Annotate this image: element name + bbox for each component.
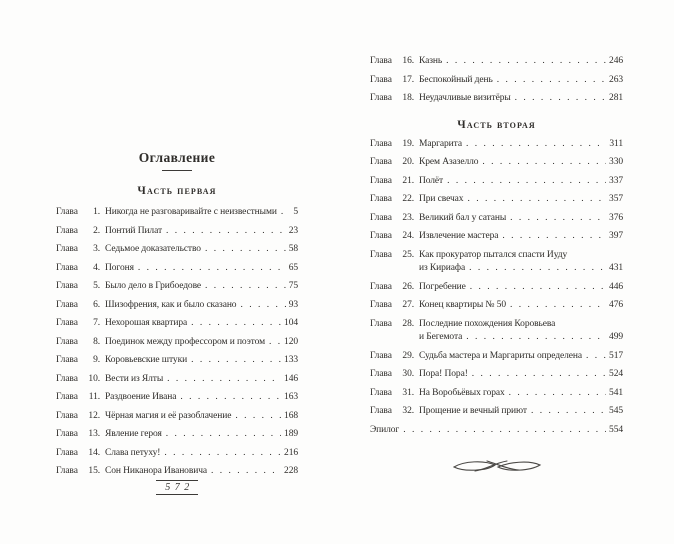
chapter-title: Слава петуху! (105, 447, 161, 458)
chapter-word: Глава (370, 74, 392, 85)
chapter-number: 18. (402, 93, 414, 103)
page-number: 168 (284, 410, 298, 421)
page-number: 376 (609, 212, 623, 223)
part-two-heading: Часть вторая (457, 118, 536, 131)
toc-entry (370, 176, 623, 195)
chapter-number: 14. (88, 447, 100, 458)
chapter-word: Глава (56, 392, 78, 402)
page-number: 357 (609, 194, 623, 204)
chapter-label (370, 75, 414, 85)
chapter-label (56, 318, 100, 328)
chapter-title: Сон Никанора Ивановича (105, 466, 207, 476)
chapter-title: Казнь (419, 56, 443, 66)
page-number: 554 (609, 424, 623, 435)
chapter-word: Глава (370, 175, 392, 186)
chapter-word: Глава (370, 157, 392, 167)
toc-entry (56, 448, 298, 467)
chapter-title: Раздвоение Ивана (105, 392, 177, 402)
part-two-entry-list (370, 139, 623, 444)
chapter-word: Глава (370, 138, 392, 149)
right-column (370, 56, 623, 476)
toc-entry (56, 318, 298, 337)
chapter-number: 15. (88, 466, 100, 476)
chapter-label (56, 244, 100, 254)
chapter-label (56, 207, 100, 217)
toc-entry (56, 411, 298, 430)
chapter-number: 23. (402, 212, 414, 223)
dot-leader (467, 194, 606, 204)
chapter-title: Полёт (419, 175, 444, 186)
dot-leader (191, 355, 281, 365)
chapter-label (370, 213, 414, 223)
dot-leader (235, 411, 281, 421)
chapter-title: Конец квартиры № 50 (419, 300, 506, 310)
chapter-label (56, 226, 100, 236)
chapter-word: Глава (56, 207, 78, 217)
dot-leader (466, 139, 606, 149)
chapter-number: 24. (402, 231, 414, 241)
dot-leader (482, 157, 606, 167)
page-number: 104 (284, 318, 298, 328)
chapter-number: 1. (93, 207, 100, 217)
dot-leader (586, 351, 606, 361)
chapter-number: 2. (93, 225, 100, 236)
chapter-title: Было дело в Грибоедове (105, 281, 202, 291)
dot-leader (269, 337, 281, 347)
page-number: 216 (284, 447, 298, 458)
chapter-word: Глава (370, 318, 392, 329)
page-number: 541 (609, 387, 623, 398)
page-number: 133 (284, 355, 298, 365)
chapter-number: 32. (402, 406, 414, 416)
chapter-label (370, 406, 414, 416)
toc-entry (370, 282, 623, 301)
page-number: 263 (609, 74, 623, 85)
chapter-number: 29. (402, 350, 414, 361)
folio-number: 572 (156, 480, 198, 495)
toc-entry (370, 263, 623, 282)
page-number: 65 (288, 262, 298, 273)
chapter-title: Седьмое доказательство (105, 244, 201, 254)
chapter-word: Глава (56, 355, 78, 365)
dot-leader (211, 466, 281, 476)
dot-leader (515, 93, 606, 103)
dot-leader (446, 56, 606, 66)
chapter-label (56, 337, 100, 347)
page-number: 337 (609, 175, 623, 186)
chapter-title: На Воробьёвых горах (419, 387, 505, 398)
chapter-label (56, 429, 100, 439)
chapter-number: 10. (88, 373, 100, 384)
page-number: 23 (288, 225, 298, 236)
page-title: Оглавление (138, 150, 216, 165)
part-one-heading: Часть первая (137, 185, 217, 197)
toc-entry (56, 263, 298, 282)
chapter-word: Глава (56, 336, 78, 347)
chapter-word: Глава (56, 429, 78, 439)
toc-entry (370, 56, 623, 75)
chapter-word: Глава (56, 299, 78, 310)
chapter-title: Неудачливые визитёры (419, 93, 511, 103)
part-one-entry-list-continued (370, 56, 623, 112)
chapter-word: Глава (370, 281, 392, 292)
toc-entry (56, 392, 298, 411)
toc-entry (370, 139, 623, 158)
chapter-number: 20. (402, 157, 414, 167)
chapter-label (370, 319, 414, 329)
chapter-title: и Бегемота (419, 332, 463, 342)
chapter-number: 8. (93, 336, 100, 347)
page-number: 75 (288, 281, 298, 291)
toc-entry (56, 337, 298, 356)
page-folio (56, 480, 298, 495)
chapter-title: Извлечение мастера (419, 231, 499, 241)
toc-entry (370, 93, 623, 112)
dot-leader (531, 406, 606, 416)
page-number: 146 (284, 373, 298, 384)
chapter-title: Шизофрения, как и было сказано (105, 299, 237, 310)
chapter-word: Глава (370, 249, 392, 260)
chapter-number: 13. (88, 429, 100, 439)
dot-leader (205, 244, 286, 254)
chapter-word: Глава (56, 466, 78, 476)
dot-leader (447, 176, 606, 186)
chapter-word: Глава (56, 447, 78, 458)
dot-leader (138, 263, 286, 273)
part-one-entry-list (56, 207, 298, 485)
chapter-label (370, 388, 414, 398)
toc-entry (370, 75, 623, 94)
chapter-label (56, 300, 100, 310)
chapter-label (370, 139, 414, 149)
toc-entry (56, 244, 298, 263)
chapter-label (370, 250, 414, 260)
chapter-number: 22. (402, 194, 414, 204)
toc-entry (56, 429, 298, 448)
chapter-title: Погребение (419, 281, 466, 292)
chapter-word: Глава (370, 212, 392, 223)
chapter-label (56, 392, 100, 402)
chapter-title: Явление героя (105, 429, 162, 439)
chapter-word: Глава (370, 300, 392, 310)
chapter-number: 31. (402, 387, 414, 398)
toc-entry (56, 300, 298, 319)
chapter-word: Глава (370, 93, 392, 103)
dot-leader (166, 429, 281, 439)
dot-leader (403, 425, 606, 435)
dot-leader (510, 213, 606, 223)
page-number: 58 (288, 244, 298, 254)
chapter-number: 4. (93, 262, 100, 273)
dot-leader (509, 388, 606, 398)
dot-leader (472, 369, 606, 379)
chapter-number: 28. (402, 318, 414, 329)
toc-entry (370, 369, 623, 388)
dot-leader (166, 226, 286, 236)
chapter-number: 9. (93, 355, 100, 365)
dot-leader (281, 207, 291, 217)
page-number: 281 (609, 93, 623, 103)
chapter-label (370, 231, 414, 241)
chapter-word: Глава (56, 373, 78, 384)
chapter-title: Понтий Пилат (105, 225, 162, 236)
page-number: 311 (609, 138, 623, 149)
page-number: 545 (609, 406, 623, 416)
chapter-title: Эпилог (370, 424, 400, 435)
dot-leader (466, 332, 606, 342)
chapter-title: Никогда не разговаривайте с неизвестными (105, 207, 277, 217)
page-number: 330 (609, 157, 623, 167)
chapter-number: 26. (402, 281, 414, 292)
chapter-title: Нехорошая квартира (105, 318, 188, 328)
page-number: 120 (284, 336, 298, 347)
page-number: 93 (288, 299, 298, 310)
toc-entry (56, 226, 298, 245)
toc-entry (370, 388, 623, 407)
dot-leader (191, 318, 281, 328)
toc-entry (56, 281, 298, 300)
chapter-title: Чёрная магия и её разоблачение (105, 410, 232, 421)
chapter-label (370, 176, 414, 186)
toc-entry (370, 157, 623, 176)
chapter-number: 16. (402, 56, 414, 66)
chapter-label (370, 351, 414, 361)
chapter-number: 5. (93, 281, 100, 291)
toc-entry (56, 207, 298, 226)
chapter-number: 6. (93, 299, 100, 310)
page-number: 189 (284, 429, 298, 439)
dot-leader (497, 75, 606, 85)
dot-leader (240, 300, 285, 310)
chapter-label (56, 355, 100, 365)
chapter-word: Глава (56, 281, 78, 291)
chapter-label (56, 411, 100, 421)
page-number: 163 (284, 392, 298, 402)
page-number: 476 (609, 300, 623, 310)
chapter-label (370, 300, 414, 310)
chapter-word: Глава (56, 318, 78, 328)
toc-entry (370, 425, 623, 444)
chapter-word: Глава (370, 231, 392, 241)
toc-entry (370, 300, 623, 319)
chapter-word: Глава (370, 387, 392, 398)
chapter-title: Судьба мастера и Маргариты определена (419, 350, 582, 361)
chapter-word: Глава (56, 262, 78, 273)
chapter-word: Глава (370, 350, 392, 361)
chapter-number: 30. (402, 369, 414, 379)
dot-leader (205, 281, 286, 291)
dot-leader (510, 300, 606, 310)
page-number: 446 (609, 281, 623, 292)
page-number: 246 (609, 56, 623, 66)
chapter-title: Крем Азазелло (419, 157, 479, 167)
page-number: 228 (284, 466, 298, 476)
chapter-word: Глава (370, 194, 392, 204)
chapter-number: 3. (93, 244, 100, 254)
dot-leader (469, 263, 606, 273)
chapter-title: из Кириафа (419, 263, 466, 273)
chapter-label (370, 369, 414, 379)
left-column (56, 150, 298, 485)
heading-rule-divider (162, 170, 192, 171)
chapter-number: 27. (402, 300, 414, 310)
chapter-number: 11. (88, 392, 100, 402)
page-number: 499 (609, 332, 623, 342)
chapter-title: Беспокойный день (419, 74, 493, 85)
chapter-label (56, 374, 100, 384)
chapter-title: Маргарита (419, 138, 462, 149)
chapter-title: Погоня (105, 262, 134, 273)
dot-leader (470, 282, 606, 292)
toc-entry (370, 213, 623, 232)
dot-leader (502, 231, 606, 241)
end-of-contents-ornament (370, 456, 623, 476)
chapter-label (56, 281, 100, 291)
dot-leader (164, 448, 281, 458)
toc-entry (370, 231, 623, 250)
chapter-word: Глава (370, 369, 392, 379)
chapter-label (370, 157, 414, 167)
page-number: 397 (609, 231, 623, 241)
toc-entry (56, 374, 298, 393)
chapter-label (370, 282, 414, 292)
chapter-label (370, 194, 414, 204)
chapter-word: Глава (370, 406, 392, 416)
toc-entry (370, 351, 623, 370)
chapter-title: Прощение и вечный приют (419, 406, 527, 416)
toc-entry (370, 406, 623, 425)
chapter-label (370, 93, 414, 103)
page-number: 524 (609, 369, 623, 379)
chapter-word: Глава (56, 225, 78, 236)
chapter-number: 21. (402, 175, 414, 186)
chapter-label (56, 448, 100, 458)
dot-leader (167, 374, 281, 384)
chapter-number: 7. (93, 318, 100, 328)
chapter-number: 17. (402, 74, 414, 85)
toc-entry (370, 332, 623, 351)
page-number: 517 (609, 350, 623, 361)
chapter-title: Великий бал у сатаны (419, 212, 507, 223)
toc-entry (56, 355, 298, 374)
chapter-label (370, 56, 414, 66)
chapter-label (56, 466, 100, 476)
chapter-number: 19. (402, 138, 414, 149)
toc-entry (370, 194, 623, 213)
chapter-number: 12. (88, 410, 100, 421)
page-number: 5 (293, 207, 298, 217)
chapter-word: Глава (370, 56, 392, 66)
chapter-title: Пора! Пора! (419, 369, 468, 379)
chapter-word: Глава (56, 410, 78, 421)
chapter-title: Вести из Ялты (105, 373, 164, 384)
chapter-title: Как прокуратор пытался спасти Иуду (419, 249, 568, 260)
calligraphic-flourish-icon (451, 456, 543, 476)
chapter-label (56, 263, 100, 273)
chapter-title: Коровьевские штуки (105, 355, 188, 365)
chapter-word: Глава (56, 244, 78, 254)
chapter-title: При свечах (419, 194, 464, 204)
chapter-title: Последние похождения Коровьева (419, 318, 556, 329)
page-number: 431 (609, 263, 623, 273)
chapter-title: Поединок между профессором и поэтом (105, 336, 265, 347)
dot-leader (180, 392, 281, 402)
chapter-number: 25. (402, 249, 414, 260)
